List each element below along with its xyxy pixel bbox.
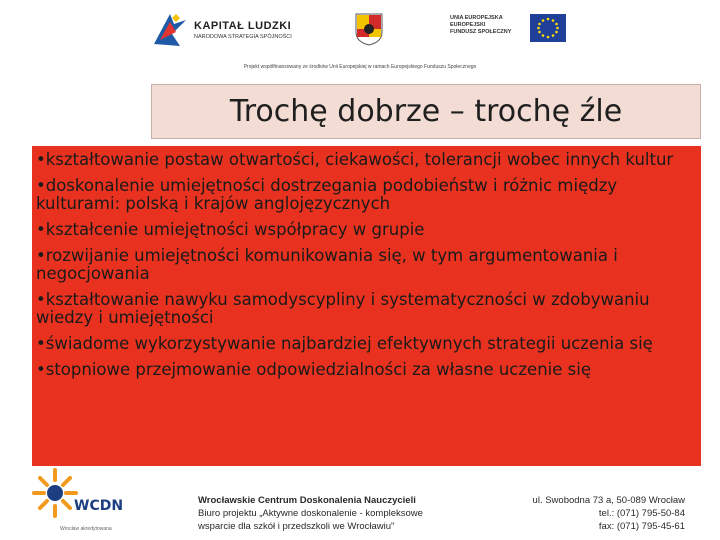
bullet-item: •doskonalenie umiejętności dostrzegania podobieństw i różnic między kulturami: polską i krajów anglojęzycznych <box>36 176 618 213</box>
address: ul. Swobodna 73 a, 50-089 Wrocław <box>532 495 685 506</box>
project-office-line-1: Biuro projektu „Aktywne doskonalenie - kompleksowe <box>198 508 423 519</box>
bullet-item: •kształtowanie nawyku samodyscypliny i systematyczności w zdobywaniu wiedzy i umiejętności <box>36 290 650 327</box>
eu-logo <box>450 14 570 46</box>
eu-line-2: EUROPEJSKI <box>450 22 486 28</box>
wcdn-logo <box>30 466 140 536</box>
bullet-item: •kształcenie umiejętności współpracy w grupie <box>36 220 425 239</box>
eu-flag-icon <box>530 14 566 42</box>
fax: fax: (071) 795-45-61 <box>598 521 685 532</box>
slide-title-box <box>151 84 701 139</box>
kapital-ludzki-icon <box>150 10 190 50</box>
kapital-ludzki-title: KAPITAŁ LUDZKI <box>194 20 292 32</box>
sun-icon <box>30 466 80 528</box>
kapital-ludzki-subtitle: NARODOWA STRATEGIA SPÓJNOŚCI <box>194 34 292 40</box>
eu-text <box>450 15 512 36</box>
organization-name: Wrocławskie Centrum Doskonalenia Nauczycieli <box>198 495 416 506</box>
eu-line-3: FUNDUSZ SPOŁECZNY <box>450 29 512 35</box>
project-office-line-2: wsparcie dla szkół i przedszkoli we Wrocławiu" <box>198 521 395 532</box>
kapital-ludzki-logo <box>150 10 340 50</box>
footer-contact <box>505 494 685 533</box>
bullet-item: •kształtowanie postaw otwartości, ciekawości, tolerancji wobec innych kultur <box>36 150 674 169</box>
wcdn-wordmark: WCDN <box>74 498 124 514</box>
wcdn-subtitle: Wrocław akredytowana <box>60 526 112 532</box>
footer-organization <box>198 494 423 533</box>
bullet-item: •stopniowe przejmowanie odpowiedzialności za własne uczenie się <box>36 360 591 379</box>
project-cofinancing-line: Projekt współfinansowany ze środków Unii Europejskiej w ramach Europejskiego Funduszu Społecznego <box>243 64 477 70</box>
coat-of-arms-icon <box>354 12 384 46</box>
telephone: tel.: (071) 795-50-84 <box>598 508 685 519</box>
eu-line-1: UNIA EUROPEJSKA <box>450 15 503 21</box>
bullets-panel <box>32 146 701 466</box>
bullet-item: •świadome wykorzystywanie najbardziej efektywnych strategii uczenia się <box>36 334 653 353</box>
slide-title: Trochę dobrze – trochę źle <box>229 94 623 129</box>
bullet-item: •rozwijanie umiejętności komunikowania się, w tym argumentowania i negocjowania <box>36 246 618 283</box>
